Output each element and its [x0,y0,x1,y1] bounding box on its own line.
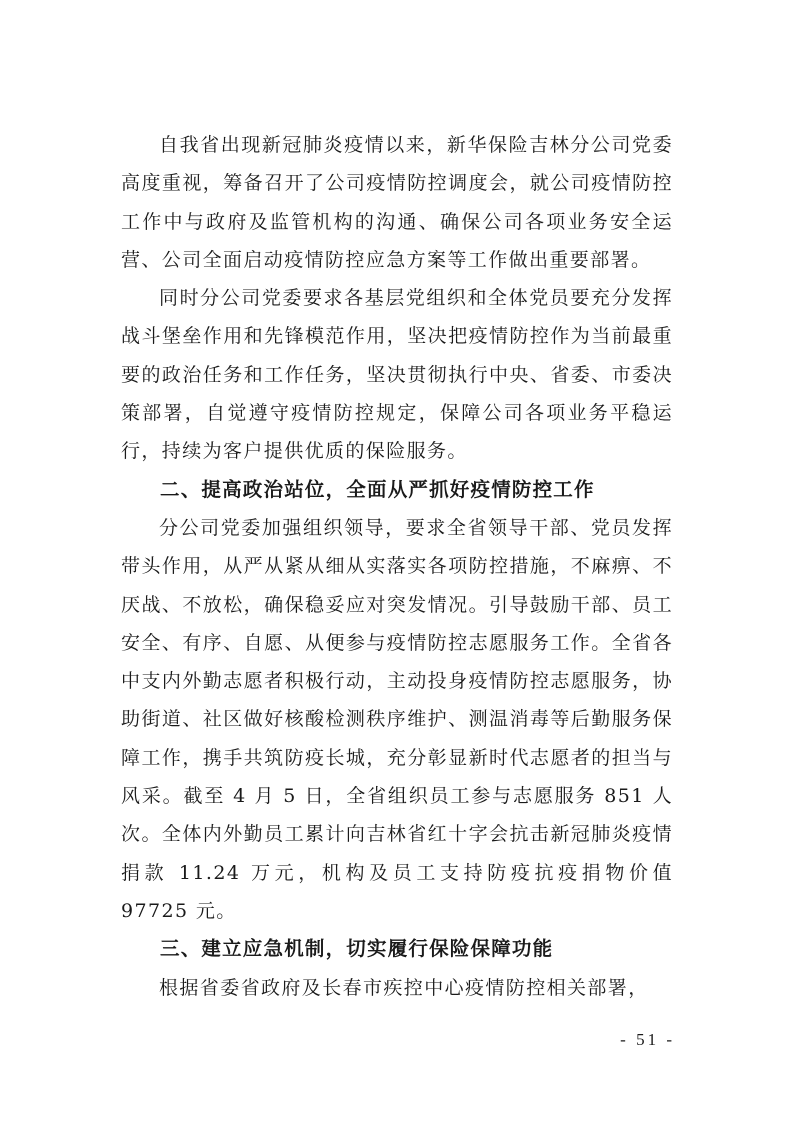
paragraph-4: 根据省委省政府及长春市疾控中心疫情防控相关部署， [159,976,649,999]
paragraph-3: 分公司党委加强组织领导，要求全省领导干部、党员发挥带头作用，从严从紧从细从实落实各项防控措施，不麻痹、不厌战、不放松，确保稳妥应对突发情况。引导鼓励干部、员工安全、有序、自愿、从便参与疫情防控志愿服务工作。全省各中支内外勤志愿者积极行动，主动投身疫情防控志愿服务，协助街道、社区做好核酸检测秩序维护、测温消毒等后勤服务保障工作，携手共筑防疫长城，充分彰显新时代志愿者的担当与风采。截至 4 月 5 日，全省组织员工参与志愿服务 851 人次。全体内外勤员工累计向吉林省红十字会抗击新冠肺炎疫情捐款 11.24 万元，机构及员工支持防疫抗疫捐物价值 97725 元。 [121,516,673,922]
section-heading-3: 三、建立应急机制，切实履行保险保障功能 [160,937,554,961]
section-heading-2: 二、提高政治站位，全面从严抓好疫情防控工作 [160,477,595,501]
document-body [121,126,673,1007]
paragraph-1: 自我省出现新冠肺炎疫情以来，新华保险吉林分公司党委高度重视，筹备召开了公司疫情防控调度会，就公司疫情防控工作中与政府及监管机构的沟通、确保公司各项业务安全运营、公司全面启动疫情防控应急方案等工作做出重要部署。 [121,134,673,271]
paragraph-2: 同时分公司党委要求各基层党组织和全体党员要充分发挥战斗堡垒作用和先锋模范作用，坚决把疫情防控作为当前最重要的政治任务和工作任务，坚决贯彻执行中央、省委、市委决策部署，自觉遵守疫情防控规定，保障公司各项业务平稳运行，持续为客户提供优质的保险服务。 [121,287,673,463]
page-number: - 51 - [620,1030,675,1049]
